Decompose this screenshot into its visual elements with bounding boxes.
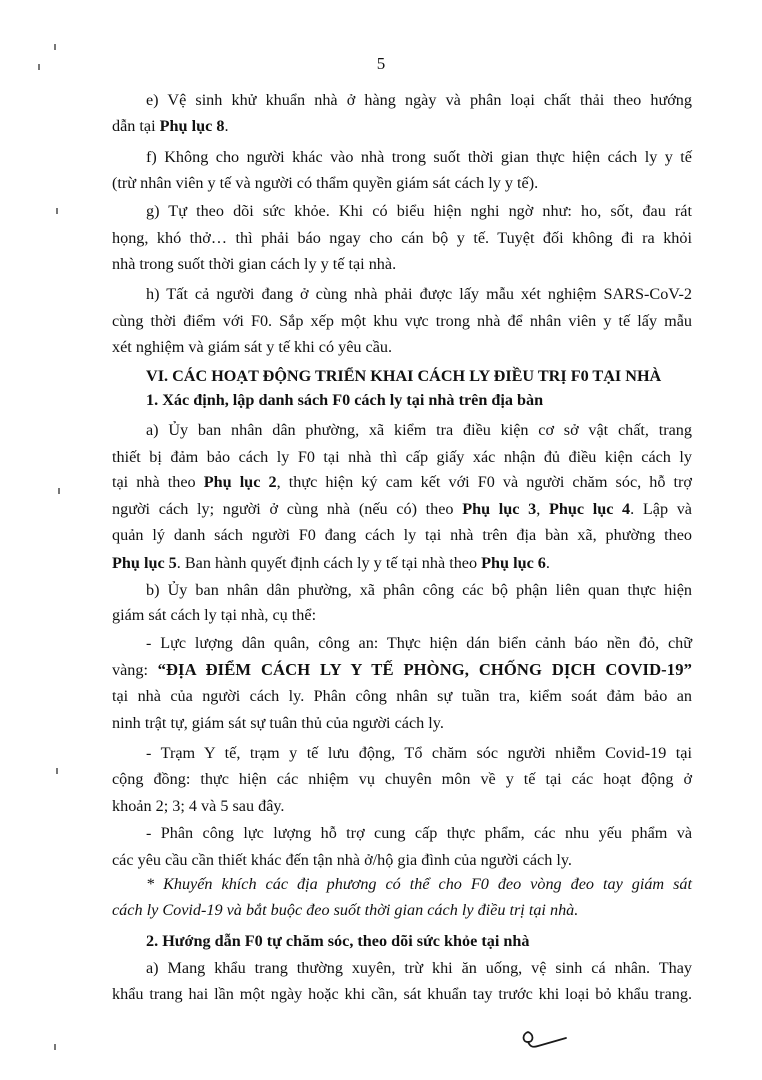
text-line bbox=[146, 823, 692, 843]
text-line bbox=[146, 284, 692, 304]
text-line bbox=[112, 311, 692, 331]
text-line bbox=[112, 850, 692, 870]
text-run: b) Ủy ban nhân dân phường, xã phân công các bộ phận liên quan thực hiện bbox=[146, 581, 692, 599]
margin-mark bbox=[58, 488, 60, 494]
text-run: . Lập và bbox=[630, 500, 692, 518]
text-line bbox=[112, 447, 692, 467]
text-run: tại nhà theo bbox=[112, 473, 204, 491]
text-line bbox=[112, 796, 692, 816]
text-line bbox=[146, 420, 692, 440]
margin-mark bbox=[38, 64, 40, 70]
section-heading bbox=[146, 931, 692, 951]
italic-note: cách ly Covid-19 và bắt buộc đeo suốt thời gian cách ly điều trị tại nhà. bbox=[112, 901, 579, 919]
section-heading bbox=[146, 366, 692, 386]
text-run: giám sát cách ly tại nhà, cụ thể: bbox=[112, 606, 317, 624]
text-run: , bbox=[536, 500, 549, 518]
margin-mark bbox=[56, 768, 58, 774]
text-line bbox=[146, 958, 692, 978]
text-run: - Phân công lực lượng hỗ trợ cung cấp thực phẩm, các nhu yếu phẩm và bbox=[146, 824, 692, 842]
text-run: VI. CÁC HOẠT ĐỘNG TRIỂN KHAI CÁCH LY ĐIỀU TRỊ F0 TẠI NHÀ bbox=[146, 367, 662, 385]
text-run: e) Vệ sinh khử khuẩn nhà ở hàng ngày và phân loại chất thải theo hướng bbox=[146, 91, 692, 109]
text-run: 2. Hướng dẫn F0 tự chăm sóc, theo dõi sức khỏe tại nhà bbox=[146, 932, 530, 950]
warning-sign-text: “ĐỊA ĐIỂM CÁCH LY Y TẾ PHÒNG, CHỐNG DỊCH COVID-19” bbox=[157, 660, 692, 679]
text-line bbox=[112, 605, 692, 625]
margin-mark bbox=[56, 208, 58, 214]
text-run: a) Mang khẩu trang thường xuyên, trừ khi ăn uống, vệ sinh cá nhân. Thay bbox=[146, 959, 692, 977]
text-run: , thực hiện ký cam kết với F0 và người chăm sóc, hỗ trợ bbox=[276, 473, 692, 491]
text-line bbox=[112, 553, 692, 573]
text-run: - Lực lượng dân quân, công an: Thực hiện dán biển cảnh báo nền đỏ, chữ bbox=[146, 634, 692, 652]
text-line bbox=[112, 713, 692, 733]
bold-reference: Phụ lục 3 bbox=[462, 500, 537, 518]
text-line bbox=[112, 769, 692, 789]
text-line bbox=[112, 228, 692, 248]
margin-mark bbox=[54, 1044, 56, 1050]
page-number: 5 bbox=[376, 54, 386, 73]
text-run: h) Tất cả người đang ở cùng nhà phải được lấy mẫu xét nghiệm SARS-CoV-2 bbox=[146, 285, 692, 303]
text-run: tại nhà của người cách ly. Phân công nhân sự tuần tra, kiểm soát đảm bảo an bbox=[112, 687, 692, 705]
text-line bbox=[146, 147, 692, 167]
text-line bbox=[146, 201, 692, 221]
text-run: người cách ly; người ở cùng nhà (nếu có) theo bbox=[112, 500, 463, 518]
text-run: cùng thời điểm với F0. Sắp xếp một khu vực trong nhà để nhân viên y tế lấy mẫu bbox=[112, 312, 692, 330]
text-line bbox=[112, 337, 692, 357]
text-run: f) Không cho người khác vào nhà trong suốt thời gian thực hiện cách ly y tế bbox=[146, 148, 692, 166]
text-run: . bbox=[224, 117, 229, 135]
text-line bbox=[112, 116, 692, 136]
text-line bbox=[112, 254, 692, 274]
bold-reference: Phụ lục 6 bbox=[481, 554, 546, 572]
text-line bbox=[112, 499, 692, 519]
text-run: quản lý danh sách người F0 đang cách ly tại nhà trên địa bàn xã, phường theo bbox=[112, 526, 692, 544]
bold-reference: Phụ lục 2 bbox=[203, 473, 277, 491]
italic-note: * Khuyến khích các địa phương có thể cho F0 đeo vòng đeo tay giám sát bbox=[146, 875, 692, 893]
bold-reference: Phục lục 4 bbox=[548, 500, 631, 518]
text-run: - Trạm Y tế, trạm y tế lưu động, Tổ chăm sóc người nhiễm Covid-19 tại bbox=[146, 744, 692, 762]
text-run: g) Tự theo dõi sức khỏe. Khi có biểu hiện nghi ngờ như: ho, sốt, đau rát bbox=[146, 202, 692, 220]
text-line bbox=[112, 900, 692, 920]
text-line bbox=[112, 525, 692, 545]
text-line bbox=[112, 660, 692, 680]
text-line bbox=[146, 580, 692, 600]
text-run: cộng đồng: thực hiện các nhiệm vụ chuyên môn về y tế tại các hoạt động ở bbox=[112, 770, 692, 788]
section-heading bbox=[146, 390, 692, 410]
text-run: nhà trong suốt thời gian cách ly y tế tại nhà. bbox=[112, 255, 397, 273]
text-run: vàng: bbox=[112, 661, 158, 679]
margin-mark bbox=[54, 44, 56, 50]
text-run: . Ban hành quyết định cách ly y tế tại nhà theo bbox=[176, 554, 482, 572]
text-line bbox=[146, 743, 692, 763]
text-run: dẫn tại bbox=[112, 117, 160, 135]
text-run: (trừ nhân viên y tế và người có thẩm quyền giám sát cách ly y tế). bbox=[112, 174, 539, 192]
text-line bbox=[112, 472, 692, 492]
text-run: khẩu trang hai lần một ngày hoặc khi cần, sát khuẩn tay trước khi loại bỏ khẩu trang. bbox=[112, 985, 692, 1003]
text-run: các yêu cầu cần thiết khác đến tận nhà ở/hộ gia đình của người cách ly. bbox=[112, 851, 572, 869]
bold-reference: Phụ lục 8 bbox=[159, 117, 225, 135]
text-run: ninh trật tự, giám sát sự tuân thủ của người cách ly. bbox=[112, 714, 444, 732]
text-run: khoản 2; 3; 4 và 5 sau đây. bbox=[112, 797, 285, 815]
text-run: 1. Xác định, lập danh sách F0 cách ly tại nhà trên địa bàn bbox=[146, 391, 544, 409]
text-run: họng, khó thở… thì phải báo ngay cho cán bộ y tế. Tuyệt đối không đi ra khỏi bbox=[112, 229, 692, 247]
text-run: thiết bị đảm bảo cách ly F0 tại nhà thì cấp giấy xác nhận đủ điều kiện cách ly bbox=[112, 448, 692, 466]
text-run: . bbox=[545, 554, 550, 572]
text-line bbox=[146, 633, 692, 653]
text-line bbox=[112, 686, 692, 706]
text-run: a) Ủy ban nhân dân phường, xã kiểm tra điều kiện cơ sở vật chất, trang bbox=[146, 421, 692, 439]
handwritten-initial bbox=[514, 1026, 574, 1052]
text-line bbox=[112, 173, 692, 193]
text-line bbox=[112, 984, 692, 1004]
text-line bbox=[146, 90, 692, 110]
text-line bbox=[146, 874, 692, 894]
text-run: xét nghiệm và giám sát y tế khi có yêu cầu. bbox=[112, 338, 393, 356]
bold-reference: Phụ lục 5 bbox=[112, 554, 177, 572]
